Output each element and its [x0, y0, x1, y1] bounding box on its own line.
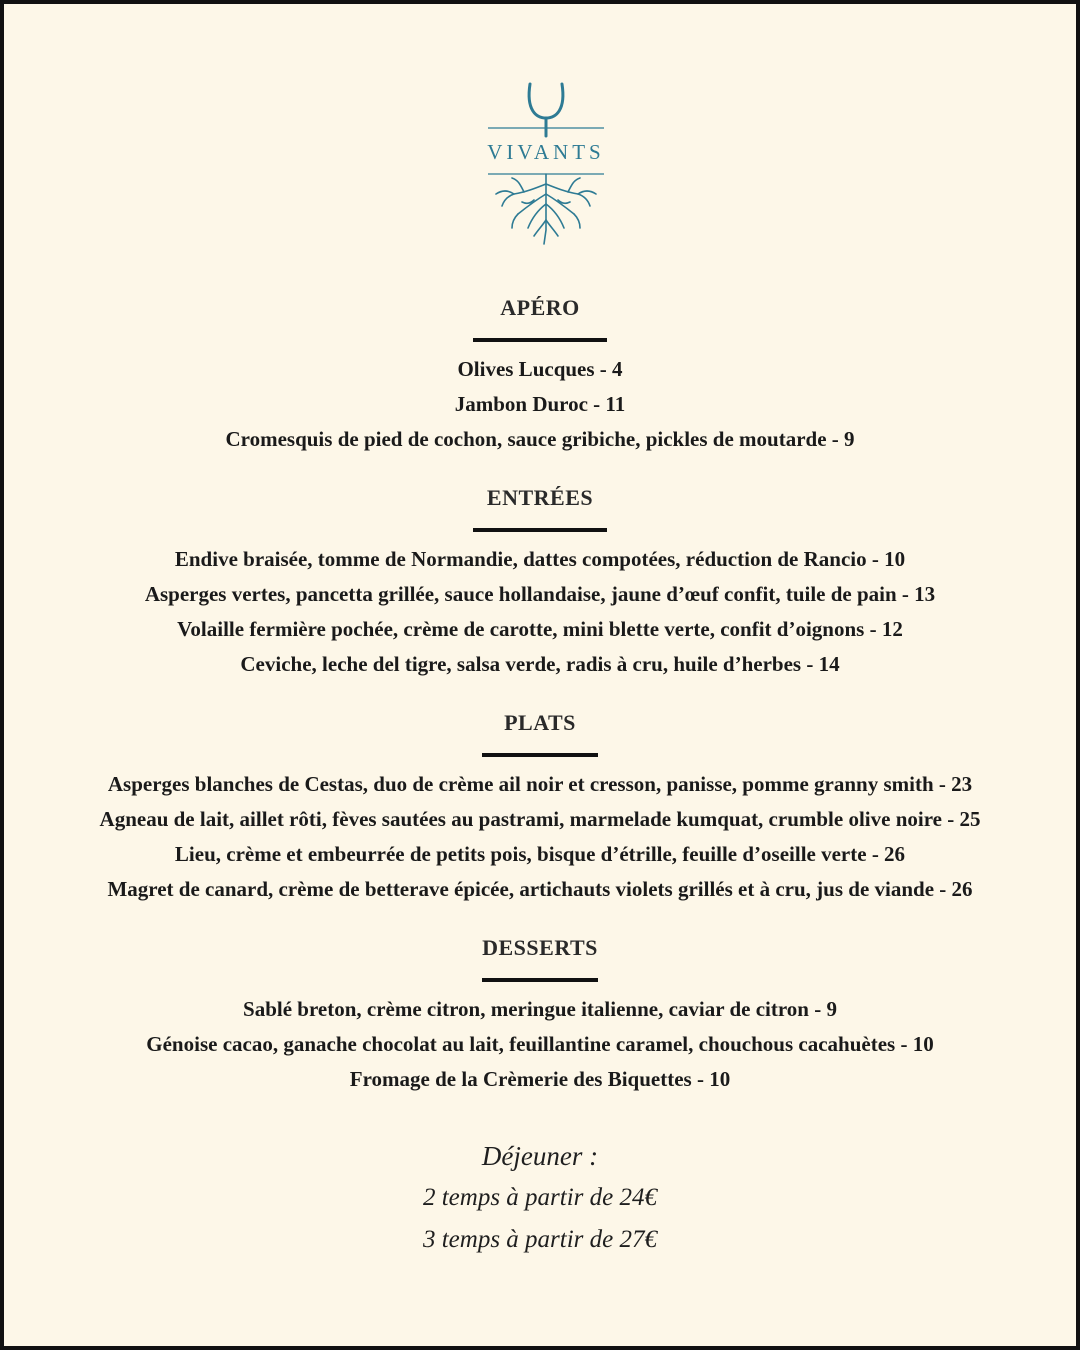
section-divider [482, 753, 598, 757]
lunch-line: 3 temps à partir de 27€ [422, 1226, 658, 1253]
menu-item: Endive braisée, tomme de Normandie, dattes compotées, réduction de Rancio - 10 [174, 547, 906, 571]
item-list [4, 992, 1076, 1097]
lunch-title: Déjeuner : [481, 1141, 599, 1171]
menu-item: Cromesquis de pied de cochon, sauce gribiche, pickles de moutarde - 9 [225, 427, 855, 451]
menu-item: Sablé breton, crème citron, meringue italienne, caviar de citron - 9 [243, 997, 837, 1021]
menu-item: Volaille fermière pochée, crème de carotte, mini blette verte, confit d’oignons - 12 [177, 617, 903, 641]
brand-name: VIVANTS [487, 140, 605, 164]
menu-item: Agneau de lait, aillet rôti, fèves sautées au pastrami, marmelade kumquat, crumble olive noire - 25 [99, 807, 981, 831]
section-entrees [4, 480, 1076, 682]
item-list [4, 352, 1076, 457]
menu-item: Fromage de la Crèmerie des Biquettes - 10 [349, 1067, 731, 1091]
section-title: PLATS [504, 710, 576, 735]
roots-icon [496, 174, 596, 244]
menu-item: Asperges vertes, pancetta grillée, sauce hollandaise, jaune d’œuf confit, tuile de pain - 13 [144, 582, 936, 606]
menu-item: Asperges blanches de Cestas, duo de crème ail noir et cresson, panisse, pomme granny smith - 23 [107, 772, 973, 796]
menu-item: Jambon Duroc - 11 [454, 392, 626, 416]
menu-item: Magret de canard, crème de betterave épicée, artichauts violets grillés et à cru, jus de viande - 26 [107, 877, 973, 901]
lunch-line: 2 temps à partir de 24€ [422, 1184, 658, 1211]
section-desserts [4, 930, 1076, 1097]
item-list [4, 542, 1076, 682]
section-divider [473, 338, 607, 342]
section-plats [4, 705, 1076, 907]
section-title: APÉRO [500, 295, 580, 320]
menu-content [4, 290, 1076, 1261]
section-title: ENTRÉES [486, 485, 594, 510]
menu-item: Olives Lucques - 4 [457, 357, 623, 381]
section-title: DESSERTS [482, 935, 598, 960]
menu-item: Lieu, crème et embeurrée de petits pois, bisque d’étrille, feuille d’oseille verte - 26 [174, 842, 906, 866]
section-divider [473, 528, 607, 532]
brand-logo [484, 80, 608, 246]
section-apero [4, 290, 1076, 457]
menu-item: Génoise cacao, ganache chocolat au lait, feuillantine caramel, chouchous cacahuètes - 10 [146, 1032, 934, 1056]
item-list [4, 767, 1076, 907]
lunch-offer [4, 1135, 1076, 1261]
section-divider [482, 978, 598, 982]
menu-item: Ceviche, leche del tigre, salsa verde, radis à cru, huile d’herbes - 14 [240, 652, 840, 676]
